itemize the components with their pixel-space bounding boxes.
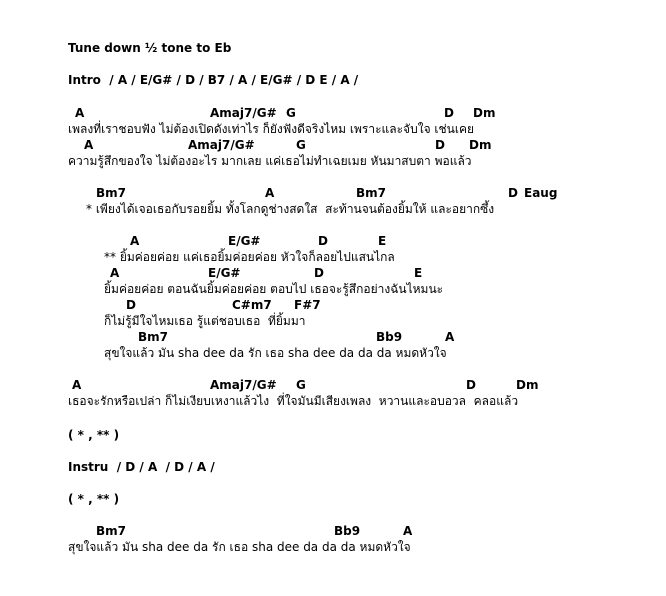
chord: A bbox=[445, 330, 455, 344]
chord: D bbox=[318, 234, 328, 248]
chord: A bbox=[75, 106, 85, 120]
chord: A bbox=[72, 378, 82, 392]
lyric-line: สุขใจแล้ว มัน sha dee da รัก เธอ sha dee da da da หมดหัวใจ bbox=[68, 540, 411, 554]
chord: F#7 bbox=[294, 298, 321, 312]
lyric-line: สุขใจแล้ว มัน sha dee da รัก เธอ sha dee da da da หมดหัวใจ bbox=[104, 346, 447, 360]
chord: Amaj7/G# bbox=[188, 138, 255, 152]
chord: G bbox=[286, 106, 296, 120]
chord: C#m7 bbox=[232, 298, 272, 312]
chord: G bbox=[296, 138, 306, 152]
lyric-line: ** ยิ้มค่อยค่อย แค่เธอยิ้มค่อยค่อย หัวใจก็ลอยไปแสนไกล bbox=[104, 250, 395, 264]
chord: Bb9 bbox=[334, 524, 361, 538]
chord: Eaug bbox=[524, 186, 558, 200]
chord: E bbox=[414, 266, 423, 280]
chord: G bbox=[296, 378, 306, 392]
lyric-line: ก็ไม่รู้มีใจไหมเธอ รู้แต่ชอบเธอ ที่ยิ้มมา bbox=[104, 314, 306, 328]
chord: Bm7 bbox=[138, 330, 168, 344]
repeat-marker: ( * , ** ) bbox=[68, 428, 120, 442]
chord: Bm7 bbox=[356, 186, 386, 200]
chord: E bbox=[378, 234, 387, 248]
intro-progression: Intro / A / E/G# / D / B7 / A / E/G# / D E / A / bbox=[68, 73, 359, 87]
chord: Dm bbox=[516, 378, 539, 392]
chord: D bbox=[126, 298, 136, 312]
chord: D bbox=[314, 266, 324, 280]
chord: Dm bbox=[469, 138, 492, 152]
lyric-line: เธอจะรักหรือเปล่า ก็ไม่เงียบเหงาแล้วไง ที่ใจมันมีเสียงเพลง หวานและอบอวล คลอแล้ว bbox=[68, 394, 519, 408]
chord: Bm7 bbox=[96, 186, 126, 200]
lyric-line: * เพียงได้เจอเธอกับรอยยิ้ม ทั้งโลกดูช่างสดใส สะท้านจนต้องยิ้มให้ และอยากซึ้ง bbox=[86, 202, 495, 216]
chord: D bbox=[508, 186, 518, 200]
chord: Bb9 bbox=[376, 330, 403, 344]
chord: A bbox=[265, 186, 275, 200]
chord: D bbox=[466, 378, 476, 392]
lyric-line: ความรู้สึกของใจ ไม่ต้องอะไร มากเลย แค่เธอไม่ทำเฉยเมย หันมาสบตา พอแล้ว bbox=[68, 154, 472, 168]
chord: Bm7 bbox=[96, 524, 126, 538]
chord: E/G# bbox=[228, 234, 261, 248]
instru-progression: Instru / D / A / D / A / bbox=[68, 460, 215, 474]
chord: D bbox=[435, 138, 445, 152]
chord: A bbox=[84, 138, 94, 152]
chord: E/G# bbox=[208, 266, 241, 280]
tuning-note: Tune down ½ tone to Eb bbox=[68, 41, 232, 55]
chord: D bbox=[444, 106, 454, 120]
chord: A bbox=[403, 524, 413, 538]
chord: Amaj7/G# bbox=[210, 106, 277, 120]
chord: A bbox=[110, 266, 120, 280]
chord: Amaj7/G# bbox=[210, 378, 277, 392]
repeat-marker: ( * , ** ) bbox=[68, 492, 120, 506]
lyric-line: เพลงที่เราชอบฟัง ไม่ต้องเปิดดังเท่าไร ก็ยังฟังดีจริงไหม เพราะและจับใจ เช่นเคย bbox=[68, 122, 475, 136]
chord: A bbox=[130, 234, 140, 248]
lyric-line: ยิ้มค่อยค่อย ตอนฉันยิ้มค่อยค่อย ตอบไป เธอจะรู้สึกอย่างฉันไหมนะ bbox=[104, 282, 444, 296]
chord: Dm bbox=[473, 106, 496, 120]
